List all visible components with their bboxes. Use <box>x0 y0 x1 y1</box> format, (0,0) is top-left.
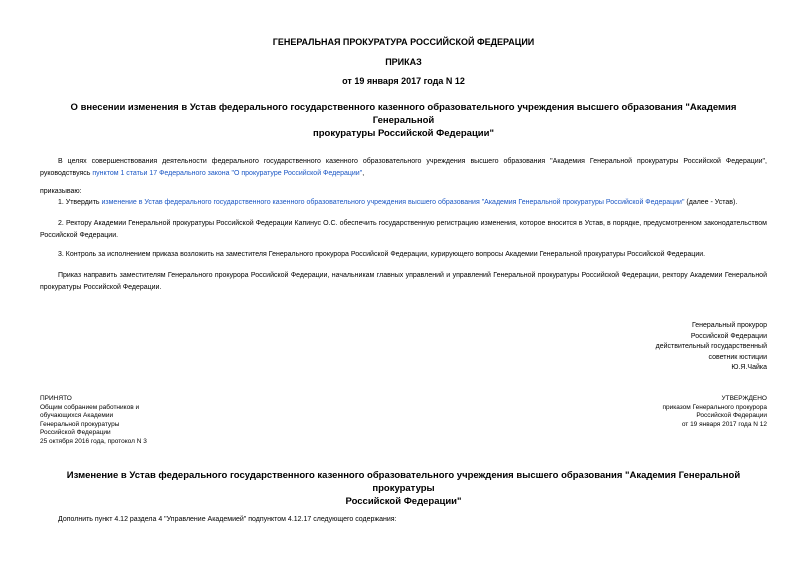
approved-line-1: УТВЕРЖДЕНО <box>721 395 767 402</box>
approved-block <box>662 395 767 429</box>
signature-line-4: советник юстиции <box>708 353 767 361</box>
item-3: 3. Контроль за исполнением приказа возложить на заместителя Генерального прокурора Российской Федерации, курирующего вопросы Академии Генеральной прокуратуры Российской Федерации. <box>58 251 706 258</box>
annex-title-line-2: Российской Федерации" <box>345 496 462 507</box>
doc-title-line-1: О внесении изменения в Устав федерального государственного казенного образовательного учреждения высшего образования "Академия Генеральной <box>70 102 737 126</box>
accepted-line-2: Общим собранием работников и <box>40 403 140 411</box>
doc-date-number: от 19 января 2017 года N 12 <box>342 76 465 86</box>
accepted-line-3: обучающихся Академии <box>40 412 114 419</box>
signature-line-3: действительный государственный <box>655 343 767 350</box>
distribution-paragraph: Приказ направить заместителям Генерального прокурора Российской Федерации, начальникам главных управлений и управлений Генеральной прокуратуры Российской Федерации, ректору Академии Генеральной прокуратуры Российской Федерации. <box>40 272 767 291</box>
signature-block <box>567 321 767 374</box>
doc-type: ПРИКАЗ <box>385 57 422 67</box>
annex-text: Дополнить пункт 4.12 раздела 4 "Управление Академией" подпунктом 4.12.17 следующего содержания: <box>58 516 397 523</box>
org-name: ГЕНЕРАЛЬНАЯ ПРОКУРАТУРА РОССИЙСКОЙ ФЕДЕРАЦИИ <box>272 37 535 47</box>
item-1 <box>40 197 767 209</box>
approved-line-2: приказом Генерального прокурора <box>662 403 767 411</box>
item-1-suffix: (далее - Устав). <box>684 199 738 206</box>
order-word: приказываю: <box>40 188 82 195</box>
intro-text: В целях совершенствования деятельности федерального государственного казенного образовательного учреждения высшего образования "Академия Генеральной прокуратуры Российской Федерации", руководствуясь <box>40 158 767 177</box>
accepted-line-6: 25 октября 2016 года, протокол N 3 <box>40 437 147 445</box>
intro-end: , <box>362 170 365 177</box>
signature-line-1: Генеральный прокурор <box>691 322 767 329</box>
doc-title <box>60 101 747 140</box>
charter-change-link[interactable]: изменение в Устав федерального государственного казенного образовательного учреждения высшего образования "Академия Генеральной прокуратуры Российской Федерации" <box>101 199 685 206</box>
accepted-line-4: Генеральной прокуратуры <box>40 420 120 428</box>
item-2: 2. Ректору Академии Генеральной прокуратуры Российской Федерации Капинус О.С. обеспечить государственную регистрацию изменения, которое вносится в Устав, в порядке, предусмотренном законодательством Российской Федерации. <box>40 220 767 239</box>
signature-line-2: Российской Федерации <box>690 332 767 340</box>
accepted-line-1: ПРИНЯТО <box>40 395 72 402</box>
accepted-line-5: Российской Федерации <box>40 429 111 436</box>
approved-line-4: от 19 января 2017 года N 12 <box>681 420 767 428</box>
doc-title-line-2: прокуратуры Российской Федерации" <box>313 128 494 139</box>
annex-title <box>60 469 747 508</box>
approved-line-3: Российской Федерации <box>696 412 767 419</box>
intro-paragraph <box>40 156 767 180</box>
law-link[interactable]: пунктом 1 статьи 17 Федерального закона "О прокуратуре Российской Федерации" <box>92 170 363 177</box>
item-1-prefix: 1. Утвердить <box>58 199 102 206</box>
accepted-block <box>40 395 147 446</box>
annex-title-line-1: Изменение в Устав федерального государственного казенного образовательного учреждения высшего образования "Академия Генеральной прокуратуры <box>66 470 741 494</box>
signature-name: Ю.Я.Чайка <box>731 364 767 371</box>
